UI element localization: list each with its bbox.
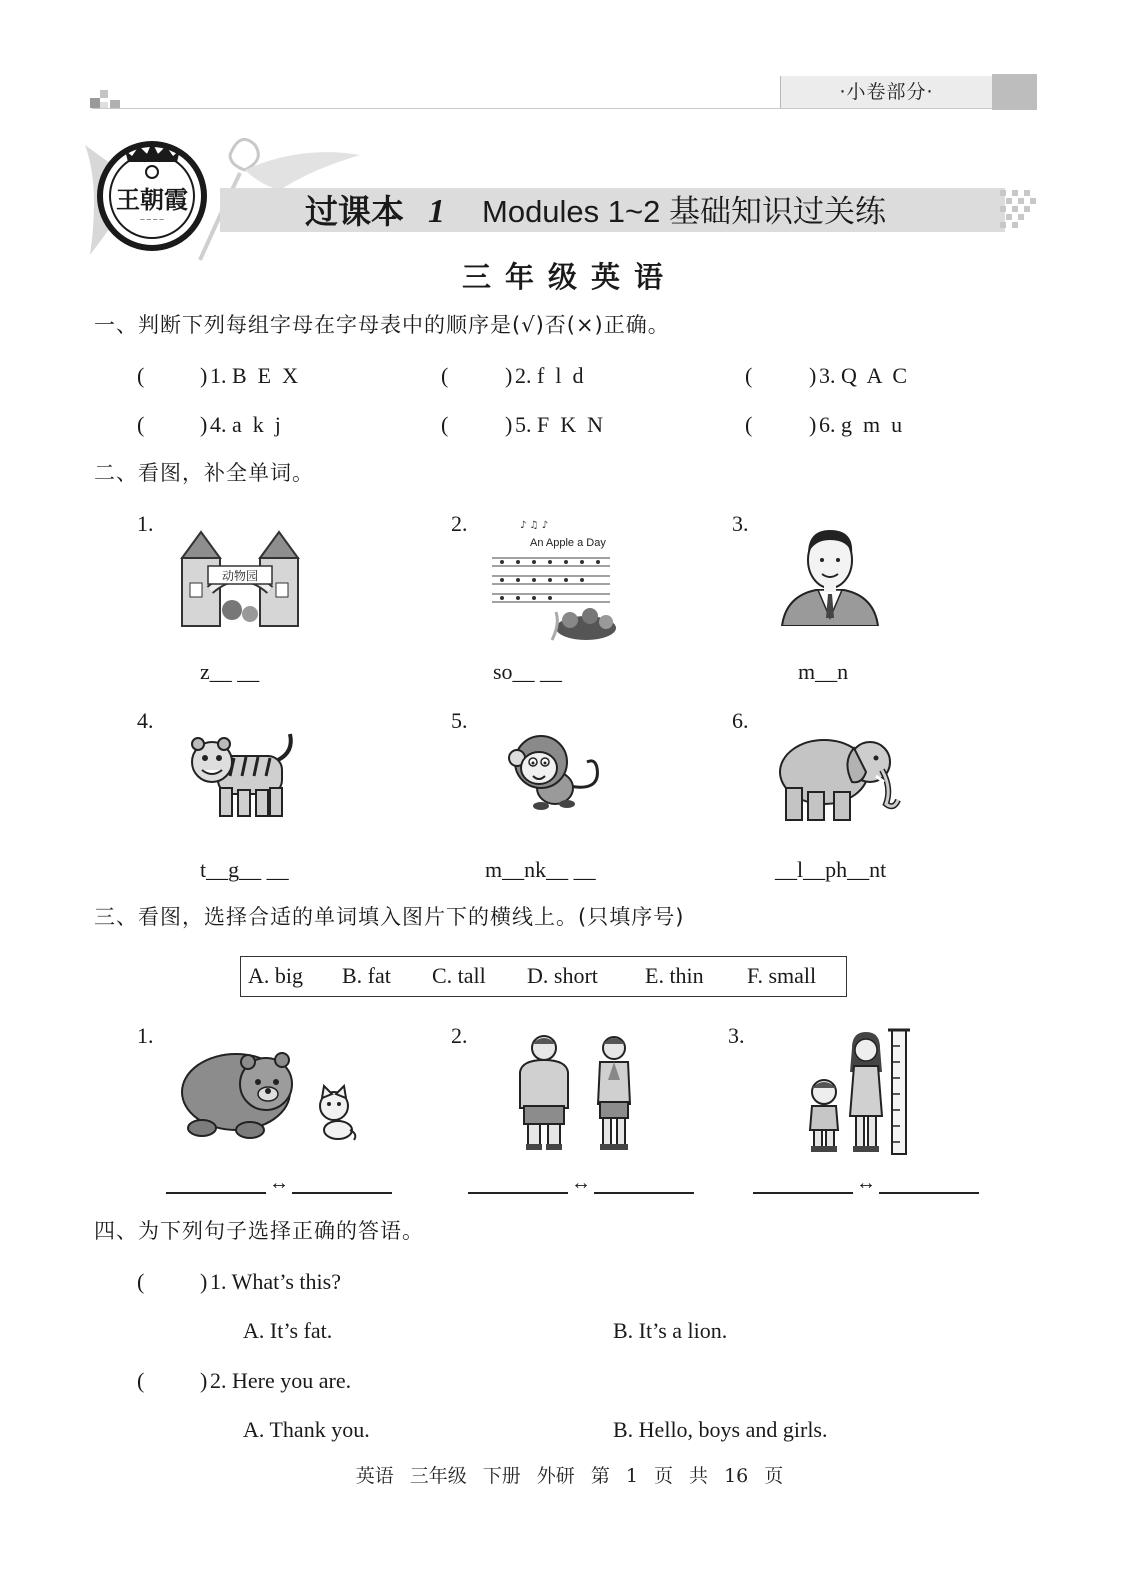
word-option-c: C. tall bbox=[432, 963, 486, 988]
svg-text:♪ ♫ ♪: ♪ ♫ ♪ bbox=[520, 520, 549, 531]
section1-item-4: 4. a k j bbox=[210, 412, 281, 437]
logo-text: 王朝霞 bbox=[116, 186, 188, 214]
section2-num-6: 6. bbox=[732, 708, 749, 733]
banner-dots-decoration bbox=[1000, 186, 1040, 232]
section4-paren-open-1: ( bbox=[137, 1269, 145, 1294]
fat-and-thin-boys-icon bbox=[516, 1032, 648, 1152]
section2-num-5: 5. bbox=[451, 708, 468, 733]
section1-paren-close-5: ) bbox=[505, 412, 513, 437]
song-title-text: An Apple a Day bbox=[530, 537, 606, 549]
page-footer: 英语 三年级 下册 外研 第 1 页 共 16 页 bbox=[355, 1465, 784, 1487]
section2-blank-5: m__nk__ __ bbox=[485, 857, 596, 882]
short-and-tall-girls-icon bbox=[804, 1026, 914, 1156]
section1-paren-close-1: ) bbox=[200, 363, 208, 388]
arrow-2: ↔ bbox=[571, 1172, 591, 1194]
bear-and-cat-icon bbox=[180, 1048, 360, 1144]
title-prefix: 过课本 bbox=[305, 192, 404, 231]
page-subtitle: 三年级英语 bbox=[461, 260, 677, 294]
section2-num-4: 4. bbox=[137, 708, 154, 733]
word-option-e: E. thin bbox=[645, 963, 704, 988]
section2-blank-6: __l__ph__nt bbox=[775, 857, 887, 882]
man-portrait-icon bbox=[778, 522, 882, 626]
section1-item-6: 6. g m u bbox=[819, 412, 903, 437]
section1-paren-close-6: ) bbox=[809, 412, 817, 437]
section4-question-2: 2. Here you are. bbox=[210, 1368, 352, 1393]
section2-blank-4: t__g__ __ bbox=[200, 857, 289, 882]
section2-heading: 二、看图，补全单词。 bbox=[94, 461, 314, 485]
section2-num-1: 1. bbox=[137, 511, 154, 536]
tiger-icon bbox=[190, 730, 300, 820]
section4-paren-close-2: ) bbox=[200, 1368, 208, 1393]
section2-blank-2: so__ __ bbox=[493, 659, 563, 684]
zoo-gate-icon bbox=[180, 528, 300, 628]
section1-item-3: 3. Q A C bbox=[819, 363, 908, 388]
section2-num-3: 3. bbox=[732, 511, 749, 536]
brand-seal-icon bbox=[95, 136, 210, 251]
word-option-a: A. big bbox=[248, 963, 303, 988]
section3-num-2: 2. bbox=[451, 1023, 468, 1048]
title-main: Modules 1~2 基础知识过关练 bbox=[482, 194, 886, 229]
section2-num-2: 2. bbox=[451, 511, 468, 536]
section1-item-1: 1. B E X bbox=[210, 363, 298, 388]
section3-heading: 三、看图，选择合适的单词填入图片下的横线上。(只填序号) bbox=[94, 905, 685, 929]
section4-q1-option-a: A. It’s fat. bbox=[243, 1318, 333, 1343]
monkey-icon bbox=[505, 732, 605, 812]
section4-q1-option-b: B. It’s a lion. bbox=[613, 1318, 728, 1343]
section1-item-5: 5. F K N bbox=[515, 412, 604, 437]
answer-lines-1[interactable] bbox=[166, 1168, 394, 1198]
word-bank-box bbox=[240, 956, 847, 997]
zoo-sign-text: 动物园 bbox=[221, 569, 259, 583]
section1-paren-open-1: ( bbox=[137, 363, 145, 388]
word-option-d: D. short bbox=[527, 963, 598, 988]
answer-lines-3[interactable] bbox=[753, 1168, 981, 1198]
elephant-icon bbox=[778, 732, 902, 824]
word-option-b: B. fat bbox=[342, 963, 391, 988]
arrow-1: ↔ bbox=[269, 1172, 289, 1194]
section4-paren-open-2: ( bbox=[137, 1368, 145, 1393]
section1-paren-close-3: ) bbox=[809, 363, 817, 388]
section1-paren-open-6: ( bbox=[745, 412, 753, 437]
section1-paren-close-4: ) bbox=[200, 412, 208, 437]
section-tab: ·小卷部分· bbox=[780, 76, 992, 108]
section1-item-2: 2. f l d bbox=[515, 363, 584, 388]
section2-blank-3: m__n bbox=[798, 659, 849, 684]
section1-paren-open-4: ( bbox=[137, 412, 145, 437]
section3-num-3: 3. bbox=[728, 1023, 745, 1048]
arrow-3: ↔ bbox=[856, 1172, 876, 1194]
corner-squares-decoration bbox=[90, 88, 130, 110]
section4-paren-close-1: ) bbox=[200, 1269, 208, 1294]
section1-paren-open-3: ( bbox=[745, 363, 753, 388]
section4-q2-option-b: B. Hello, boys and girls. bbox=[613, 1417, 828, 1442]
song-sheet-icon bbox=[490, 516, 622, 646]
svg-text:─ ─ ─ ─: ─ ─ ─ ─ bbox=[140, 216, 164, 224]
answer-lines-2[interactable] bbox=[468, 1168, 696, 1198]
section1-paren-open-5: ( bbox=[441, 412, 449, 437]
section1-paren-close-2: ) bbox=[505, 363, 513, 388]
header-rule bbox=[92, 108, 1037, 109]
section3-num-1: 1. bbox=[137, 1023, 154, 1048]
section2-blank-1: z__ __ bbox=[200, 659, 260, 684]
section1-paren-open-2: ( bbox=[441, 363, 449, 388]
section1-heading: 一、判断下列每组字母在字母表中的顺序是(√)否(×)正确。 bbox=[94, 313, 670, 337]
section4-question-1: 1. What’s this? bbox=[210, 1269, 341, 1294]
section4-heading: 四、为下列句子选择正确的答语。 bbox=[94, 1219, 424, 1243]
word-option-f: F. small bbox=[747, 963, 817, 988]
title-number: 1 bbox=[428, 193, 445, 230]
section4-q2-option-a: A. Thank you. bbox=[243, 1417, 370, 1442]
section-tab-end bbox=[992, 74, 1037, 110]
